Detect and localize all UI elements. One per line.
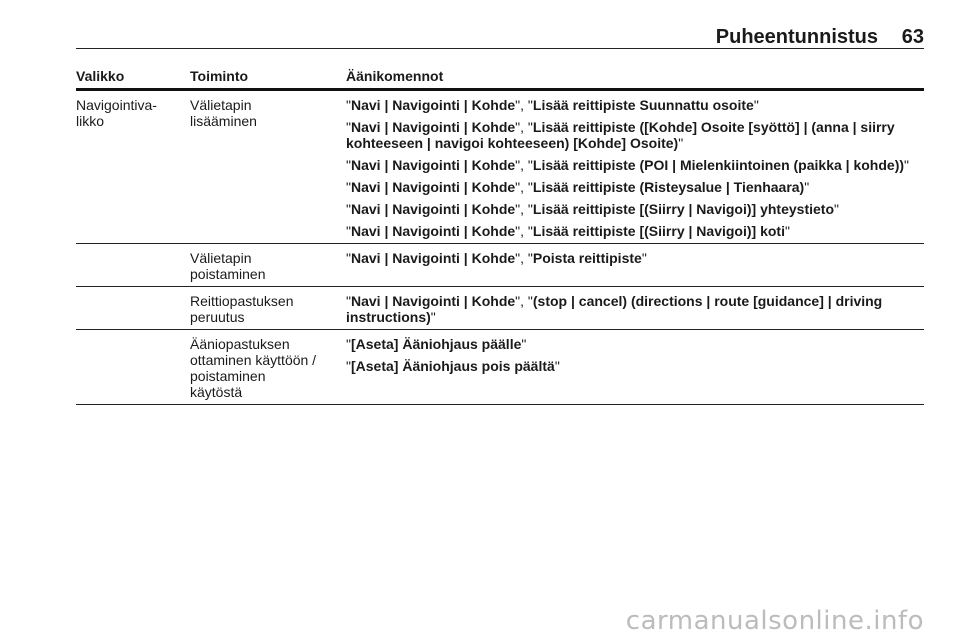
command-part-b: (stop | cancel) (directions | route [guidance] | driving instructions)	[346, 293, 883, 325]
voice-command: "Navi | Navigointi | Kohde", "Lisää reittipiste ([Kohde] Osoite [syöttö] | (anna | siirry kohteeseen | navigoi kohteeseen) [Kohde] Osoite)"	[346, 119, 895, 151]
commands-cell	[346, 287, 924, 330]
column-header-menu: Valikko	[76, 68, 190, 90]
command-part-a: Navi | Navigointi | Kohde	[350, 179, 516, 195]
commands-cell	[346, 244, 924, 287]
command-part-a: Navi | Navigointi | Kohde	[350, 250, 516, 266]
commands-cell	[346, 330, 924, 405]
voice-command-table	[76, 68, 924, 405]
table-row	[76, 90, 924, 244]
function-text: Välietapin poistaminen	[190, 250, 266, 282]
command-part-a: Navi | Navigointi | Kohde	[350, 223, 516, 239]
command-part-b: Lisää reittipiste Suunnattu osoite	[532, 97, 754, 113]
voice-command: "Navi | Navigointi | Kohde", "Poista reittipiste"	[346, 250, 647, 266]
function-text: Välietapin lisääminen	[190, 97, 257, 129]
menu-cell	[76, 90, 190, 244]
voice-command: "Navi | Navigointi | Kohde", "Lisää reittipiste Suunnattu osoite"	[346, 97, 759, 113]
function-cell	[190, 244, 346, 287]
table-body	[76, 90, 924, 405]
table-row	[76, 287, 924, 330]
page-header	[76, 26, 924, 49]
function-cell	[190, 330, 346, 405]
command-part-b: Lisää reittipiste ([Kohde] Osoite [syöttö] | (anna | siirry kohteeseen | navigoi kohteeseen) [Kohde] Osoite)	[346, 119, 895, 151]
command-part-b: Lisää reittipiste (POI | Mielenkiintoinen (paikka | kohde))	[532, 157, 905, 173]
voice-command: "[Aseta] Ääniohjaus päälle"	[346, 336, 527, 352]
voice-command: "Navi | Navigointi | Kohde", "Lisää reittipiste (Risteysalue | Tienhaara)"	[346, 179, 810, 195]
command-part-a: [Aseta] Ääniohjaus päälle	[350, 336, 522, 352]
table-row	[76, 330, 924, 405]
command-part-b: Lisää reittipiste (Risteysalue | Tienhaara)	[532, 179, 805, 195]
function-text: Ääniopastuksen ottaminen käyttöön / poistaminen käytöstä	[190, 336, 317, 400]
command-part-a: Navi | Navigointi | Kohde	[350, 157, 516, 173]
voice-command: "Navi | Navigointi | Kohde", "Lisää reittipiste [(Siirry | Navigoi)] koti"	[346, 223, 790, 239]
voice-command: "Navi | Navigointi | Kohde", "Lisää reittipiste [(Siirry | Navigoi)] yhteystieto"	[346, 201, 839, 217]
command-part-a: Navi | Navigointi | Kohde	[350, 293, 516, 309]
command-part-a: Navi | Navigointi | Kohde	[350, 97, 516, 113]
function-cell	[190, 287, 346, 330]
column-header-commands: Äänikomennot	[346, 68, 924, 90]
watermark: carmanualsonline.info	[625, 606, 924, 636]
command-part-a: Navi | Navigointi | Kohde	[350, 201, 516, 217]
menu-text: Navigointiva- likko	[76, 97, 157, 129]
command-part-a: [Aseta] Ääniohjaus pois päältä	[350, 358, 555, 374]
command-part-a: Navi | Navigointi | Kohde	[350, 119, 516, 135]
menu-cell	[76, 244, 190, 287]
command-part-b: Lisää reittipiste [(Siirry | Navigoi)] koti	[532, 223, 785, 239]
menu-cell	[76, 330, 190, 405]
page-number: 63	[901, 26, 924, 48]
voice-command: "Navi | Navigointi | Kohde", "(stop | cancel) (directions | route [guidance] | driving instructions)"	[346, 293, 883, 325]
function-text: Reittiopastuksen peruutus	[190, 293, 294, 325]
column-header-function: Toiminto	[190, 68, 346, 90]
menu-cell	[76, 287, 190, 330]
command-part-b: Poista reittipiste	[532, 250, 642, 266]
table-row	[76, 244, 924, 287]
table-header-row	[76, 68, 924, 90]
command-part-b: Lisää reittipiste [(Siirry | Navigoi)] yhteystieto	[532, 201, 834, 217]
commands-cell	[346, 90, 924, 244]
voice-command: "Navi | Navigointi | Kohde", "Lisää reittipiste (POI | Mielenkiintoinen (paikka | kohde))"	[346, 157, 910, 173]
function-cell	[190, 90, 346, 244]
page-title: Puheentunnistus	[715, 26, 878, 48]
voice-command: "[Aseta] Ääniohjaus pois päältä"	[346, 358, 560, 374]
